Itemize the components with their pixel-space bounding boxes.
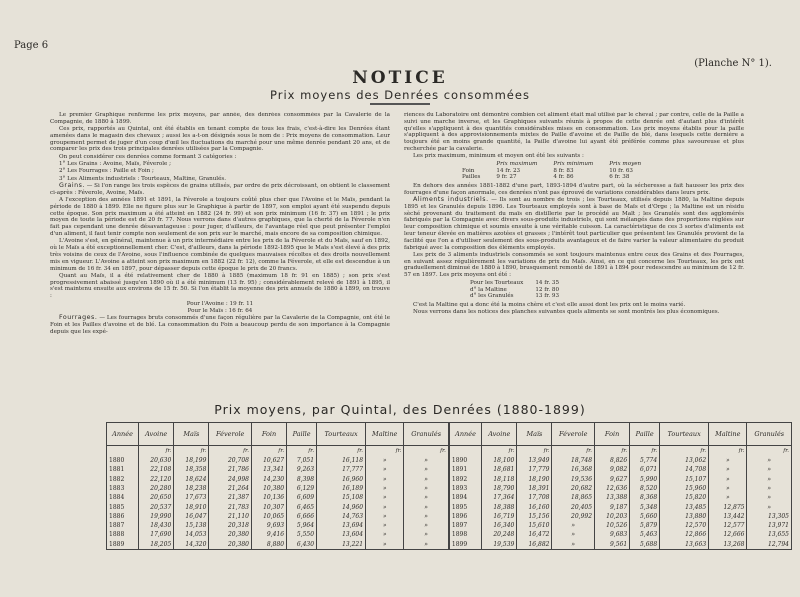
price-cell: 18,910: [174, 502, 209, 511]
price-cell: 14,230: [251, 474, 286, 483]
year-cell: 1885: [107, 502, 139, 511]
price-cell: »: [747, 474, 792, 483]
unit-cell: [107, 446, 139, 456]
price-cell: 12,794: [747, 540, 792, 550]
year-cell: 1894: [449, 493, 482, 502]
price-cell: 14,708: [660, 465, 709, 474]
right-text-column: [404, 112, 744, 399]
unit-cell: fr.: [552, 446, 595, 456]
price-cell: 6,430: [287, 540, 317, 550]
price-cell: »: [404, 512, 449, 521]
section-heading-grains: Grains.: [59, 181, 85, 189]
price-cell: 5,964: [287, 521, 317, 530]
price-cell: 14,053: [174, 530, 209, 539]
industrial-avg-table: [464, 280, 565, 300]
price-cell: 5,879: [630, 521, 660, 530]
column-header: Féverole: [209, 423, 252, 446]
table-row: [107, 456, 792, 465]
column-header: Paille: [630, 423, 660, 446]
price-cell: 5,688: [630, 540, 660, 550]
price-cell: »: [366, 474, 404, 483]
year-cell: 1895: [449, 502, 482, 511]
price-cell: »: [709, 465, 747, 474]
price-cell: 20,537: [139, 502, 174, 511]
price-cell: »: [747, 493, 792, 502]
paragraph: Les prix maximum, minimum et moyen ont été les suivants :: [413, 153, 584, 160]
price-cell: »: [366, 493, 404, 502]
cell: 9 fr. 27: [496, 174, 517, 181]
unit-cell: fr.: [747, 446, 792, 456]
column-header: Avoine: [482, 423, 517, 446]
paragraph: C'est la Maltine qui a donc été la moins chère et c'est elle aussi dont les prix ont le moins varié.: [413, 301, 686, 308]
price-cell: 7,051: [287, 456, 317, 465]
price-cell: 16,160: [517, 502, 552, 511]
price-cell: 15,138: [174, 521, 209, 530]
price-cell: 13,655: [747, 530, 792, 539]
price-cell: 10,307: [251, 502, 286, 511]
cell: 4 fr. 86: [553, 174, 574, 181]
table-row: [107, 474, 792, 483]
unit-cell: [449, 446, 482, 456]
fourrage-price-table: [454, 161, 649, 181]
header-row: [107, 423, 792, 446]
year-cell: 1892: [449, 474, 482, 483]
price-cell: »: [366, 484, 404, 493]
price-cell: 18,190: [517, 474, 552, 483]
price-cell: 18,100: [482, 456, 517, 465]
price-cell: 10,065: [251, 512, 286, 521]
paragraph: Quant au Maïs, il a été relativement cher de 1880 à 1885 (maximum 18 fr. 91 en 1885) ; son prix s'est progressivement abaissé jusqu'en 1890 où il a été minimum (13 fr. 95) ; considérablement relevé de 1891 à 1895, il s'est maintenu ensuite aux environs de 15 fr. 50. Si l'on établit la moyenne des prix annuels de 1880 à 1899, on trouve :: [50, 272, 390, 300]
year-cell: 1887: [107, 521, 139, 530]
price-cell: 9,683: [595, 530, 630, 539]
table-row: [107, 521, 792, 530]
price-cell: 9,187: [595, 502, 630, 511]
table-row: [107, 484, 792, 493]
paragraph: Les prix de 3 aliments industriels consommés se sont toujours maintenus entre ceux des Grains et des Fourrages, en suivant assez régulièrement les variations de prix du Maïs. Ainsi, en ce qui concerne les Tourteaux, les prix ont graduellement diminué de 1880 à 1890, brusquement remonté de 1891 à 1894 pour redescendre au minimum de 12 fr. 57 en 1897. Les prix moyens ont été :: [404, 251, 744, 279]
column-header: Paille: [287, 423, 317, 446]
row-label: Foin: [462, 167, 475, 174]
price-cell: »: [404, 456, 449, 465]
price-cell: »: [404, 474, 449, 483]
price-cell: »: [709, 493, 747, 502]
column-header: Tourteaux: [317, 423, 366, 446]
year-cell: 1888: [107, 530, 139, 539]
paragraph: [50, 315, 390, 335]
price-cell: 22,120: [139, 474, 174, 483]
price-cell: »: [366, 540, 404, 550]
cell: 14 fr. 23: [496, 167, 521, 174]
price-cell: 13,341: [251, 465, 286, 474]
paragraph: Ces prix, rapportés au Quintal, ont été établis en tenant compte de tous les frais, c'est-à-dire les Denrées étant amenées dans le magasin des chevaux ; aussi les a-t-on désignés sous le nom de : Prix moyens de consommation. Leur groupement permet de juger d'un coup d'œil les fluctuations du marché pour une même denrée pendant 20 ans, et de comparer les prix des trois principales denrées utilisées par la Compagnie.: [50, 126, 390, 153]
price-cell: 6,465: [287, 502, 317, 511]
price-cell: 19,990: [139, 512, 174, 521]
column-header: Granulés: [404, 423, 449, 446]
price-cell: 9,082: [595, 465, 630, 474]
price-cell: »: [404, 540, 449, 550]
average-avoine: Pour l'Avoine : 19 fr. 11: [186, 300, 254, 307]
year-cell: 1893: [449, 484, 482, 493]
paragraph: En dehors des années 1881-1882 d'une part, 1893-1894 d'autre part, où la sécheresse a fait hausser les prix des fourrages d'une façon anormale, ces denrées n'ont pas éprouvé de variations considérables dans leurs prix.: [404, 182, 744, 196]
price-cell: 18,358: [174, 465, 209, 474]
category-item: 2° Les Fourrages : Paille et Foin ;: [59, 168, 154, 175]
price-cell: 17,364: [482, 493, 517, 502]
unit-cell: fr.: [630, 446, 660, 456]
price-cell: 17,777: [317, 465, 366, 474]
price-cell: 16,368: [552, 465, 595, 474]
column-header: Maïs: [174, 423, 209, 446]
price-cell: 10,526: [595, 521, 630, 530]
price-cell: 9,627: [595, 474, 630, 483]
price-cell: »: [747, 465, 792, 474]
price-cell: 12,636: [595, 484, 630, 493]
price-cell: 20,380: [209, 540, 252, 550]
column-header: Maltine: [366, 423, 404, 446]
price-cell: »: [552, 521, 595, 530]
price-cell: 18,238: [174, 484, 209, 493]
price-cell: 20,682: [552, 484, 595, 493]
price-cell: 17,673: [174, 493, 209, 502]
price-cell: 15,108: [317, 493, 366, 502]
price-cell: »: [747, 484, 792, 493]
table-row: [107, 465, 792, 474]
section-heading-aliments: Aliments industriels.: [413, 195, 489, 203]
paragraph: [404, 197, 744, 251]
column-header: Prix moyen: [609, 161, 642, 168]
category-item: 3° Les Aliments industriels : Tourteaux, Maltine, Granulés.: [59, 175, 227, 182]
price-cell: 5,348: [630, 502, 660, 511]
title-separator: [370, 103, 430, 105]
notice-subtitle: Prix moyens des Denrées consommées: [270, 88, 530, 102]
price-cell: »: [404, 493, 449, 502]
price-cell: »: [404, 502, 449, 511]
table-row: [107, 540, 792, 550]
price-cell: 6,071: [630, 465, 660, 474]
paragraph: [50, 183, 390, 197]
price-cell: 13,880: [660, 512, 709, 521]
cell: 14 fr. 35: [535, 280, 560, 287]
table-row: [107, 512, 792, 521]
price-cell: 18,790: [482, 484, 517, 493]
paragraph: Le premier Graphique renferme les prix moyens, par année, des denrées consommées par la Cavalerie de la Compagnie, de 1880 à 1899.: [50, 112, 390, 125]
price-cell: 14,960: [317, 502, 366, 511]
price-cell: 18,748: [552, 456, 595, 465]
price-cell: 20,992: [552, 512, 595, 521]
section-text: — Si l'on range les trois espèces de grains utilisés, par ordre de prix décroissant, on obtient le classement ci-après : Féverole, Avoine, Maïs.: [50, 182, 390, 196]
price-cell: 16,118: [317, 456, 366, 465]
row-label: d° la Maltine: [470, 286, 507, 293]
year-cell: 1898: [449, 530, 482, 539]
year-cell: 1890: [449, 456, 482, 465]
price-cell: 12,866: [660, 530, 709, 539]
unit-cell: fr.: [209, 446, 252, 456]
price-table: [106, 422, 792, 550]
price-cell: 20,248: [482, 530, 517, 539]
price-cell: 12,875: [709, 502, 747, 511]
price-cell: 15,107: [660, 474, 709, 483]
price-cell: 17,779: [517, 465, 552, 474]
price-cell: 12,577: [709, 521, 747, 530]
unit-row: [107, 446, 792, 456]
price-cell: 16,719: [482, 512, 517, 521]
planche-label: (Planche N° 1).: [694, 58, 772, 69]
table-row: [107, 502, 792, 511]
left-text-column: [50, 112, 390, 399]
table-row: [454, 168, 649, 175]
price-cell: 16,340: [482, 521, 517, 530]
price-cell: 16,189: [317, 484, 366, 493]
price-cell: 18,681: [482, 465, 517, 474]
year-cell: 1899: [449, 540, 482, 550]
price-cell: 19,539: [482, 540, 517, 550]
price-cell: 13,305: [747, 512, 792, 521]
year-cell: 1897: [449, 521, 482, 530]
unit-cell: fr.: [482, 446, 517, 456]
price-cell: 12,570: [660, 521, 709, 530]
year-cell: 1883: [107, 484, 139, 493]
price-cell: 10,627: [251, 456, 286, 465]
price-cell: »: [366, 456, 404, 465]
price-cell: 13,604: [317, 530, 366, 539]
paragraph: Nous verrons dans les notices des planches suivantes quels aliments se sont montrés les plus économiques.: [413, 309, 720, 316]
paragraph: On peut considérer ces denrées comme formant 3 catégories :: [59, 153, 237, 160]
table-row: [454, 174, 649, 181]
table-row: [464, 293, 565, 300]
price-cell: 20,405: [552, 502, 595, 511]
price-cell: 10,136: [251, 493, 286, 502]
price-table-title: Prix moyens, par Quintal, des Denrées (1880-1899): [214, 402, 586, 417]
paragraph: A l'exception des années 1891 et 1891, la Féverole a toujours coûté plus cher que l'Avoine et le Maïs, pendant la période de 1880 à 1899. Elle ne figure plus sur le Graphique à partir de 1897, son emploi ayant été suspendu depuis cette époque. Son prix maximum a été atteint en 1882 (24 fr. 99) et son prix minimum (16 fr. 37) en 1891 ; le prix moyen de toute la période est de 20 fr. 77. Nous verrons dans d'autres graphiques, que la cherté de la Féverole n'en fait pas cependant une denrée désavantageuse : pour juger, d'ailleurs, de l'avantage réel que peut présenter l'emploi d'un aliment, il faut tenir compte non seulement de son prix sur le marché, mais encore de sa composition chimique.: [50, 197, 390, 238]
price-cell: 8,880: [251, 540, 286, 550]
price-cell: 9,416: [251, 530, 286, 539]
price-cell: 16,882: [517, 540, 552, 550]
price-cell: 9,561: [595, 540, 630, 550]
average-mais: Pour le Maïs : 16 fr. 64: [187, 307, 253, 314]
price-cell: 15,156: [517, 512, 552, 521]
price-cell: 20,380: [209, 530, 252, 539]
cell: 12 fr. 80: [535, 286, 560, 293]
price-cell: »: [552, 530, 595, 539]
price-cell: 10,380: [251, 484, 286, 493]
cell: 8 fr. 83: [553, 167, 574, 174]
price-cell: 17,708: [517, 493, 552, 502]
column-header: Prix maximum: [496, 161, 538, 168]
price-cell: »: [366, 502, 404, 511]
column-header: Maïs: [517, 423, 552, 446]
price-cell: 15,960: [660, 484, 709, 493]
unit-cell: fr.: [287, 446, 317, 456]
price-cell: 5,550: [287, 530, 317, 539]
column-header: Granulés: [747, 423, 792, 446]
table-row: [464, 280, 565, 287]
price-cell: 18,391: [517, 484, 552, 493]
year-cell: 1896: [449, 512, 482, 521]
cell: 13 fr. 93: [535, 293, 560, 300]
price-table-body: [107, 446, 792, 550]
price-cell: 6,129: [287, 484, 317, 493]
section-text: — Ils sont au nombre de trois ; les Tourteaux, utilisés depuis 1880, la Maltine depuis 1895 et les Granulés depuis 1896. Les Tourteaux employés sont à base de Maïs et d'Orge ; la Maltine est un résidu sèché provenant du traitement du maïs en distillerie par le procédé au Malt ; les Granulés sont des agglomérés fabriqués par la Compagnie avec divers sous-produits industriels, qui sont mélangés dans des proportions réglées sur leur composition chimique et soumis ensuite à une véritable cuisson. La caractéristique de ces 3 sortes d'aliments est leur teneur élevée en matières azotées et grasses ; l'intérêt tout particulier que présentent les Granulés provient de la facilité que l'on a d'utiliser seulement des sous-produits avantageux et de faire varier la valeur alimentaire du produit fabriqué avec la composition des éléments employés.: [404, 196, 744, 251]
price-cell: 8,826: [595, 456, 630, 465]
column-header: Avoine: [139, 423, 174, 446]
cell: 10 fr. 63: [609, 167, 633, 174]
unit-cell: fr.: [174, 446, 209, 456]
price-cell: 22,108: [139, 465, 174, 474]
year-cell: 1886: [107, 512, 139, 521]
price-cell: »: [404, 530, 449, 539]
unit-cell: fr.: [251, 446, 286, 456]
price-cell: 18,118: [482, 474, 517, 483]
column-header: Tourteaux: [660, 423, 709, 446]
price-cell: 20,318: [209, 521, 252, 530]
table-row: [107, 493, 792, 502]
price-cell: »: [747, 456, 792, 465]
price-cell: »: [552, 540, 595, 550]
price-cell: 13,663: [660, 540, 709, 550]
price-cell: 20,630: [139, 456, 174, 465]
column-header: Année: [107, 423, 139, 446]
price-cell: 13,388: [595, 493, 630, 502]
column-header: Foin: [595, 423, 630, 446]
price-cell: 9,693: [251, 521, 286, 530]
price-cell: 16,047: [174, 512, 209, 521]
price-cell: 20,280: [139, 484, 174, 493]
year-cell: 1884: [107, 493, 139, 502]
unit-cell: fr.: [517, 446, 552, 456]
column-header: Maltine: [709, 423, 747, 446]
price-cell: 21,387: [209, 493, 252, 502]
price-cell: 19,536: [552, 474, 595, 483]
price-cell: 16,472: [517, 530, 552, 539]
price-cell: »: [366, 530, 404, 539]
price-cell: 13,221: [317, 540, 366, 550]
price-cell: 20,708: [209, 456, 252, 465]
price-cell: »: [709, 484, 747, 493]
price-cell: 14,763: [317, 512, 366, 521]
price-cell: 5,660: [630, 512, 660, 521]
price-cell: 21,264: [209, 484, 252, 493]
price-cell: 21,110: [209, 512, 252, 521]
table-row: [107, 530, 792, 539]
unit-cell: fr.: [595, 446, 630, 456]
unit-cell: fr.: [709, 446, 747, 456]
year-cell: 1882: [107, 474, 139, 483]
year-cell: 1881: [107, 465, 139, 474]
category-item: 1° Les Grains : Avoine, Maïs, Féverole ;: [59, 161, 172, 168]
unit-cell: fr.: [660, 446, 709, 456]
price-cell: 8,398: [287, 474, 317, 483]
price-cell: 15,820: [660, 493, 709, 502]
price-cell: 17,690: [139, 530, 174, 539]
price-cell: »: [366, 465, 404, 474]
row-label: Pour les Tourteaux: [470, 280, 524, 287]
price-cell: »: [747, 502, 792, 511]
row-label: d° les Granulés: [470, 293, 514, 300]
price-cell: »: [709, 456, 747, 465]
price-cell: 13,062: [660, 456, 709, 465]
price-cell: 9,263: [287, 465, 317, 474]
unit-cell: fr.: [366, 446, 404, 456]
price-cell: 15,610: [517, 521, 552, 530]
price-cell: 21,783: [209, 502, 252, 511]
price-cell: 13,694: [317, 521, 366, 530]
price-cell: 5,463: [630, 530, 660, 539]
price-cell: 16,960: [317, 474, 366, 483]
row-label: Pailles: [462, 174, 481, 181]
price-cell: 6,666: [287, 512, 317, 521]
price-cell: 6,609: [287, 493, 317, 502]
price-cell: 10,203: [595, 512, 630, 521]
unit-cell: fr.: [317, 446, 366, 456]
year-cell: 1880: [107, 456, 139, 465]
price-cell: »: [404, 465, 449, 474]
price-cell: 18,199: [174, 456, 209, 465]
notice-title: NOTICE: [352, 68, 448, 88]
price-cell: 13,971: [747, 521, 792, 530]
unit-cell: fr.: [139, 446, 174, 456]
price-cell: 13,442: [709, 512, 747, 521]
price-cell: 13,268: [709, 540, 747, 550]
price-cell: 8,520: [630, 484, 660, 493]
price-cell: »: [709, 474, 747, 483]
price-cell: »: [404, 521, 449, 530]
price-cell: 5,990: [630, 474, 660, 483]
page-label: Page 6: [14, 40, 49, 51]
price-cell: 18,388: [482, 502, 517, 511]
price-cell: »: [404, 484, 449, 493]
unit-cell: fr.: [404, 446, 449, 456]
price-cell: 18,205: [139, 540, 174, 550]
section-heading-fourrages: Fourrages.: [59, 314, 98, 322]
paragraph: riences du Laboratoire ont démontré combien cet aliment était mal utilisé par le cheval ; par contre, celle de la Paille a suivi une marche inverse, et les Graphiques suivants réunis à propos de cette denrée ont d'autant plus d'intérêt qu'elles s'appliquent à des quantités considérables mises en consommation. Les prix moyens établis pour la paille s'appliquent à des approvisionnements mixtes de Paille d'avoine et de Paille de blé, dans lesquels cette dernière a toujours été en moins grande quantité, la Paille d'avoine lui ayant été préférée comme plus savoureuse et plus recherchée par la cavalerie.: [404, 112, 744, 152]
price-cell: 5,774: [630, 456, 660, 465]
price-cell: 18,430: [139, 521, 174, 530]
price-cell: 13,485: [660, 502, 709, 511]
price-cell: »: [366, 512, 404, 521]
price-cell: »: [366, 521, 404, 530]
price-cell: 18,624: [174, 474, 209, 483]
price-cell: 13,949: [517, 456, 552, 465]
column-header: Prix minimum: [553, 161, 594, 168]
price-cell: 24,998: [209, 474, 252, 483]
column-header: Foin: [251, 423, 286, 446]
price-cell: 21,786: [209, 465, 252, 474]
price-cell: 18,865: [552, 493, 595, 502]
column-header: Année: [449, 423, 482, 446]
section-text: — Les fourrages bruts consommés d'une façon régulière par la Cavalerie de la Compagnie, ont été le Foin et les Pailles d'avoine et de blé. La consommation du Foin a beaucoup perdu de son importance à la Compagnie depuis que les expé-: [50, 315, 390, 335]
column-header: Féverole: [552, 423, 595, 446]
year-cell: 1891: [449, 465, 482, 474]
price-cell: 12,666: [709, 530, 747, 539]
cell: 6 fr. 38: [609, 174, 630, 181]
price-cell: 20,650: [139, 493, 174, 502]
paragraph: L'Avoine s'est, en général, maintenue à un prix intermédiaire entre les prix de la Féverole et du Maïs, sauf en 1892, où le Maïs a été exceptionnellement cher. C'est, d'ailleurs, dans la période 1892-1895 que le Maïs s'est élevé à des prix très voisins de ceux de l'Avoine, sous l'influence combinée de quelques mauvaises récoltes et des droits nouvellement mis en vigueur. L'Avoine a atteint son prix maximum en 1882 (22 fr. 12), comme la Féverole, et elle est descendue à un minimum de 16 fr. 34 en 1897, pour dépasser depuis cette époque le prix de 20 francs.: [50, 238, 390, 272]
price-cell: 8,368: [630, 493, 660, 502]
price-cell: 14,320: [174, 540, 209, 550]
year-cell: 1889: [107, 540, 139, 550]
